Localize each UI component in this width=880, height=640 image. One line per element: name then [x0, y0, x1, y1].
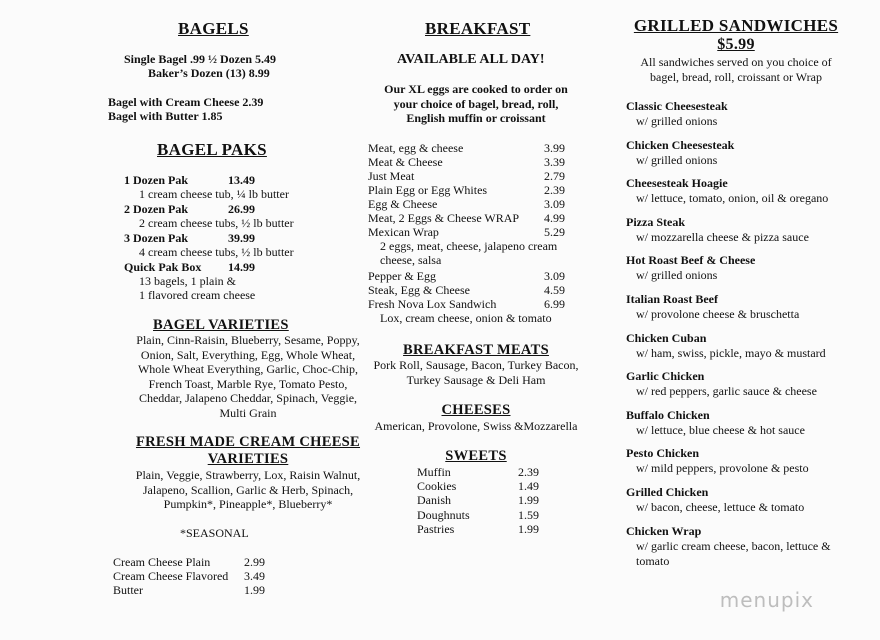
sandwich-desc: w/ bacon, cheese, lettuce & tomato [636, 499, 805, 514]
sandwich-desc: w/ mozzarella cheese & pizza sauce [636, 229, 809, 244]
bagels-line: Bagel with Cream Cheese 2.39 [108, 95, 264, 109]
breakfast-price: 2.79 [544, 169, 565, 183]
varieties-line: Cheddar, Jalapeno Cheddar, Spinach, Veggie, [138, 391, 358, 406]
sandwich-name: Chicken Cheesesteak [626, 137, 735, 152]
sandwich [626, 485, 831, 524]
breakfast-desc: Lox, cream cheese, onion & tomato [380, 311, 552, 325]
bagels-line: Single Bagel .99 ½ Dozen 5.49 [124, 52, 276, 66]
sandwich-name: Garlic Chicken [626, 369, 705, 384]
sandwich-desc: w/ lettuce, tomato, onion, oil & oregano [636, 191, 829, 206]
breakfast-price: 6.99 [544, 297, 565, 311]
pak-desc: 1 cream cheese tub, ¼ lb butter [139, 187, 289, 201]
varieties-line: Plain, Cinn-Raisin, Blueberry, Sesame, Poppy, [136, 333, 360, 347]
sandwich-desc: w/ garlic cream cheese, bacon, lettuce & [636, 538, 831, 553]
varieties-title: BAGEL VARIETIES [153, 317, 289, 333]
sandwich-desc: w/ grilled onions [636, 114, 718, 128]
sandwich [626, 292, 831, 331]
cc-price: 3.49 [244, 569, 265, 583]
sandwich [626, 215, 831, 254]
varieties-line: Onion, Salt, Everything, Egg, Whole Wheat, [140, 347, 356, 362]
breakfast-item: Pepper & Egg [368, 269, 436, 283]
pak-price: 14.99 [228, 260, 255, 274]
sandwich-name: Italian Roast Beef [626, 291, 718, 306]
breakfast-subtitle: AVAILABLE ALL DAY! [397, 52, 545, 67]
breakfast-price: 3.39 [544, 155, 565, 169]
sweets-title: SWEETS [445, 448, 507, 464]
pak-name: 1 Dozen Pak [124, 173, 188, 187]
breakfast-meats-line: Turkey Sausage & Deli Ham [406, 372, 546, 387]
cc-name: Butter [113, 583, 143, 597]
breakfast-price: 3.09 [544, 269, 565, 283]
sandwich [626, 446, 831, 485]
pak-name: 3 Dozen Pak [124, 231, 188, 245]
sweets-item: Danish [417, 493, 451, 507]
pak-price: 13.49 [228, 173, 255, 187]
breakfast-price: 5.29 [544, 225, 565, 239]
sandwich [626, 369, 831, 408]
sweets-price: 1.59 [518, 508, 539, 522]
pak-desc: 13 bagels, 1 plain & [139, 274, 236, 288]
sandwich-desc: w/ mild peppers, provolone & pesto [636, 461, 809, 476]
grilled-title: GRILLED SANDWICHES [633, 16, 839, 35]
sandwich [626, 253, 831, 292]
breakfast-item: Steak, Egg & Cheese [368, 283, 470, 297]
breakfast-desc: 2 eggs, meat, cheese, jalapeno cream [380, 239, 558, 253]
cc-price: 1.99 [244, 583, 265, 597]
sandwich [626, 99, 831, 138]
pak-name: 2 Dozen Pak [124, 202, 188, 216]
sandwich-desc: w/ lettuce, blue cheese & hot sauce [636, 422, 805, 437]
breakfast-item: Just Meat [368, 169, 415, 183]
grilled-intro-line: All sandwiches served on you choice of [640, 55, 832, 69]
cream-cheese-title-line2: VARIETIES [207, 451, 289, 467]
sweets-item: Pastries [417, 522, 455, 536]
bagels-title: BAGELS [178, 19, 249, 38]
sandwich [626, 138, 831, 177]
sandwich-name: Chicken Wrap [626, 523, 702, 538]
grilled-price: $5.99 [717, 36, 755, 53]
sandwich [626, 523, 831, 568]
seasonal-note: *SEASONAL [180, 526, 249, 540]
sweets-item: Doughnuts [417, 508, 470, 522]
sandwich-desc: w/ grilled onions [636, 152, 718, 167]
sandwich-desc: w/ ham, swiss, pickle, mayo & mustard [636, 345, 826, 360]
pak-desc: 2 cream cheese tubs, ½ lb butter [139, 216, 294, 230]
breakfast-price: 3.09 [544, 197, 565, 211]
cc-name: Cream Cheese Flavored [113, 569, 229, 583]
sweets-price: 2.39 [518, 465, 539, 479]
sandwich-name: Hot Roast Beef & Cheese [626, 253, 756, 268]
breakfast-meats-title: BREAKFAST MEATS [403, 342, 549, 358]
cheeses-title: CHEESES [441, 402, 511, 418]
sandwich-desc: tomato [636, 553, 670, 568]
bagels-line: Baker’s Dozen (13) 8.99 [148, 66, 270, 80]
breakfast-price: 3.99 [544, 141, 565, 155]
pak-price: 26.99 [228, 202, 255, 216]
sweets-item: Cookies [417, 479, 457, 493]
breakfast-intro-line: Our XL eggs are cooked to order on [384, 82, 568, 96]
cream-cheese-title-line1: FRESH MADE CREAM CHEESE [135, 434, 361, 450]
breakfast-desc: cheese, salsa [380, 253, 442, 267]
sandwich-desc: w/ grilled onions [636, 268, 718, 283]
breakfast-item: Fresh Nova Lox Sandwich [368, 297, 497, 311]
breakfast-item: Egg & Cheese [368, 197, 438, 211]
watermark-logo: menupix [719, 588, 814, 612]
grilled-intro-line: bagel, bread, roll, croissant or Wrap [650, 69, 822, 84]
sandwich-name: Classic Cheesesteak [626, 99, 728, 113]
cream-cheese-line: Plain, Veggie, Strawberry, Lox, Raisin Walnut, [135, 468, 361, 482]
sandwich-name: Chicken Cuban [626, 330, 707, 345]
sandwich-name: Cheesesteak Hoagie [626, 176, 728, 191]
sweets-item: Muffin [417, 465, 451, 479]
bagel-paks-title: BAGEL PAKS [157, 140, 267, 159]
breakfast-intro-line: English muffin or croissant [406, 111, 546, 126]
breakfast-price: 4.99 [544, 211, 565, 225]
sandwich [626, 331, 831, 370]
sandwich-name: Buffalo Chicken [626, 407, 710, 422]
pak-desc: 4 cream cheese tubs, ½ lb butter [139, 245, 294, 259]
varieties-line: Multi Grain [219, 405, 277, 420]
pak-name: Quick Pak Box [124, 260, 202, 274]
breakfast-meats-line: Pork Roll, Sausage, Bacon, Turkey Bacon, [373, 358, 579, 372]
bagels-line: Bagel with Butter 1.85 [108, 109, 223, 123]
grilled-intro [610, 55, 862, 84]
sweets-price: 1.99 [518, 493, 539, 507]
breakfast-price: 2.39 [544, 183, 565, 197]
breakfast-item: Meat, 2 Eggs & Cheese WRAP [368, 211, 520, 225]
varieties-line: French Toast, Marble Rye, Tomato Pesto, [148, 376, 348, 391]
breakfast-item: Meat, egg & cheese [368, 141, 464, 155]
cream-cheese-text [70, 468, 426, 512]
sweets-price: 1.49 [518, 479, 539, 493]
breakfast-item: Mexican Wrap [368, 225, 439, 239]
cream-cheese-line: Pumpkin*, Pineapple*, Blueberry* [163, 497, 333, 512]
breakfast-title: BREAKFAST [425, 19, 531, 38]
sandwich [626, 176, 831, 215]
breakfast-meats-text [360, 358, 592, 387]
varieties-line: Whole Wheat Everything, Garlic, Choc-Chip, [137, 362, 359, 377]
breakfast-intro [360, 82, 592, 126]
cc-price: 2.99 [244, 555, 265, 569]
sandwich-name: Grilled Chicken [626, 484, 709, 499]
breakfast-item: Plain Egg or Egg Whites [368, 183, 488, 197]
grilled-list [626, 99, 831, 568]
sweets-price: 1.99 [518, 522, 539, 536]
sandwich-desc: w/ red peppers, garlic sauce & cheese [636, 384, 817, 399]
pak-desc: 1 flavored cream cheese [139, 288, 256, 302]
sandwich-name: Pesto Chicken [626, 446, 699, 461]
pak-price: 39.99 [228, 231, 255, 245]
sandwich-desc: w/ provolone cheese & bruschetta [636, 306, 800, 321]
breakfast-intro-line: your choice of bagel, bread, roll, [393, 96, 559, 111]
breakfast-item: Meat & Cheese [368, 155, 443, 169]
cheeses-line: American, Provolone, Swiss &Mozzarella [374, 419, 578, 433]
cream-cheese-line: Jalapeno, Scallion, Garlic & Herb, Spinach, [142, 482, 354, 497]
sandwich [626, 408, 831, 447]
cc-name: Cream Cheese Plain [113, 555, 211, 569]
breakfast-price: 4.59 [544, 283, 565, 297]
sandwich-name: Pizza Steak [626, 214, 685, 229]
